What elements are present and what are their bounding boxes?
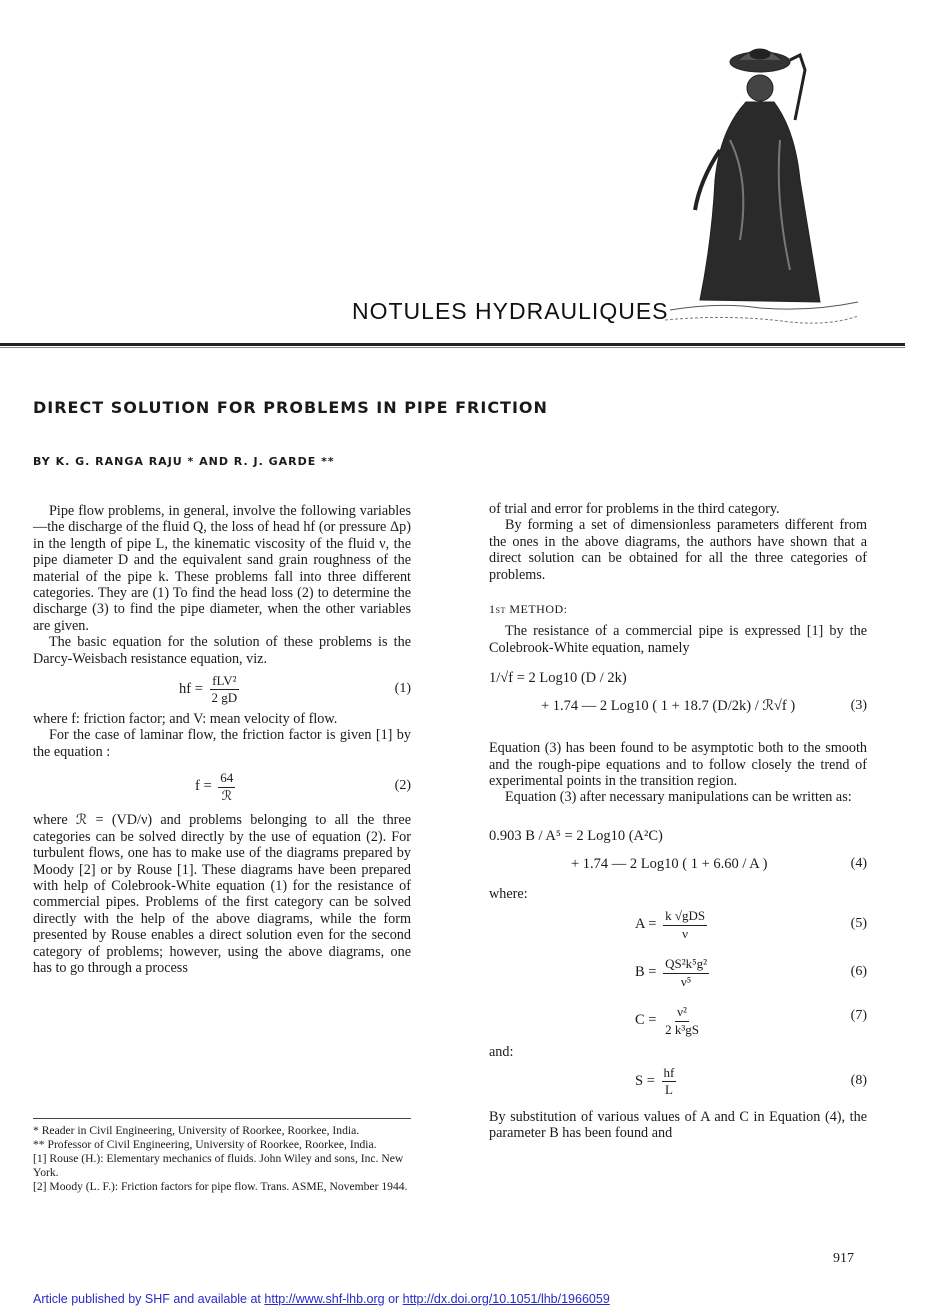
paragraph: By substitution of various values of A and C in Equation (4), the parameter B has been found and [489, 1108, 867, 1142]
paragraph: By forming a set of dimensionless parameters different from the ones in the above diagrams, the authors have shown that a direct solution can be obtained for all the three categories of problems. [489, 517, 867, 583]
eq-denominator: ν [682, 925, 689, 941]
woman-carrying-jar-illustration [660, 40, 860, 330]
footnote: [2] Moody (L. F.): Friction factors for pipe flow. Trans. ASME, November 1944. [33, 1180, 408, 1193]
eq-lhs: B = [635, 964, 657, 981]
footer-middle: or [384, 1292, 403, 1306]
eq-denominator: 2 k³gS [665, 1021, 699, 1037]
page-number: 917 [833, 1251, 854, 1266]
eq-line: 1/√f = 2 Log10 (D / 2k) [489, 670, 627, 687]
footer-prefix: Article published by SHF and available at [33, 1292, 265, 1306]
equation-4 [489, 806, 867, 880]
equation-7 [489, 996, 867, 1044]
equation-number: (7) [850, 1008, 867, 1024]
method-heading: 1st METHOD: [489, 602, 568, 617]
where-label: where: [489, 885, 528, 902]
eq-numerator: ν² [675, 1004, 689, 1021]
eq-numerator: fLV² [210, 673, 238, 690]
eq-denominator: 2 gD [211, 690, 238, 706]
article-title: DIRECT SOLUTION FOR PROBLEMS IN PIPE FRICTION [33, 398, 548, 417]
publication-footer [33, 1292, 610, 1306]
equation-number: (4) [850, 855, 867, 871]
equation-5 [489, 902, 867, 946]
eq-denominator: ℛ [221, 787, 232, 803]
shf-link[interactable]: http://www.shf-lhb.org [264, 1292, 385, 1306]
paragraph: of trial and error for problems in the third category. [489, 501, 780, 517]
eq-fraction [663, 956, 709, 990]
equation-number: (3) [850, 698, 867, 714]
footnote: ** Professor of Civil Engineering, University of Roorkee, Roorkee, India. [33, 1138, 377, 1151]
left-column [33, 503, 411, 976]
eq-numerator: hf [662, 1065, 677, 1082]
header-rule-thin [0, 347, 905, 348]
eq-denominator: ν⁵ [680, 973, 692, 989]
equation-number: (5) [850, 916, 867, 932]
eq-line: + 1.74 — 2 Log10 ( 1 + 6.60 / A ) [571, 855, 768, 872]
footnote: * Reader in Civil Engineering, University of Roorkee, Roorkee, India. [33, 1124, 360, 1137]
equation-number: (8) [850, 1072, 867, 1088]
paragraph: where f: friction factor; and V: mean velocity of flow. [33, 711, 338, 728]
paragraph: For the case of laminar flow, the friction factor is given [1] by the equation : [33, 727, 411, 760]
eq-lhs: S = [635, 1072, 655, 1089]
doi-link[interactable]: http://dx.doi.org/10.1051/lhb/1966059 [402, 1292, 610, 1306]
eq-lhs: C = [635, 1012, 657, 1029]
eq-denominator: L [664, 1082, 673, 1098]
paragraph: The basic equation for the solution of these problems is the Darcy-Weisbach resistance equation, viz. [33, 634, 411, 667]
equation-6 [489, 946, 867, 996]
eq-line: 0.903 B / A⁵ = 2 Log10 (A²C) [489, 827, 663, 844]
paragraph: Pipe flow problems, in general, involve the following variables—the discharge of the fluid Q, the loss of head hf (or pressure Δp) in the length of pipe L, the kinematic viscosity of the fluid ν, the pipe diameter D and the equivalent sand grain roughness of the material of the pipe k. These problems fall into three different categories. They are (1) To find the head loss (2) to determine the discharge (3) to find the pipe diameter, when the other variables are given. [33, 503, 411, 634]
equation-number: (6) [850, 964, 867, 980]
and-label: and: [489, 1044, 514, 1061]
eq-lhs: f = [195, 778, 212, 795]
equation-3 [489, 656, 867, 726]
eq-numerator: k √gDS [663, 908, 707, 925]
article-byline: BY K. G. RANGA RAJU * AND R. J. GARDE ** [33, 455, 335, 468]
paragraph: The resistance of a commercial pipe is expressed [1] by the Colebrook-White equation, namely [489, 623, 867, 656]
eq-fraction [663, 1004, 701, 1038]
paragraph: Equation (3) has been found to be asymptotic both to the smooth and the rough-pipe equations and to follow closely the trend of experimental points in the transition region. [489, 740, 867, 790]
eq-line: + 1.74 — 2 Log10 ( 1 + 18.7 (D/2k) / ℛ√f ) [541, 698, 796, 715]
right-column [489, 501, 867, 1142]
paragraph: Equation (3) after necessary manipulations can be written as: [505, 789, 852, 806]
footnotes [33, 1124, 413, 1194]
equation-2 [33, 760, 411, 812]
eq-numerator: QS²k⁵g² [663, 956, 709, 973]
eq-lhs: A = [635, 916, 657, 933]
eq-numerator: 64 [218, 770, 235, 787]
eq-fraction [662, 1065, 677, 1099]
header-rule [0, 343, 905, 346]
footnote: [1] Rouse (H.): Elementary mechanics of fluids. John Wiley and sons, Inc. New York. [33, 1152, 404, 1179]
equation-1 [33, 667, 411, 711]
footnote-rule [33, 1118, 411, 1119]
equation-number: (1) [394, 681, 411, 697]
section-title: NOTULES HYDRAULIQUES [352, 298, 669, 324]
eq-lhs: hf = [179, 681, 203, 698]
eq-fraction [218, 770, 235, 804]
paragraph: where ℛ = (VD/ν) and problems belonging to all the three categories can be solved directly by the use of equation (2). For turbulent flows, one has to make use of the diagrams prepared by Moody [2] or by Rouse [1]. These diagrams have been prepared with help of Colebrook-White equation (1) for the resistance of commercial pipes. Problems of the first category can be solved directly with the help of the above diagrams, while the form presented by Rouse enables a direct solution even for the second category of problems; however, using the above diagrams, one has to go through a process [33, 812, 411, 976]
eq-fraction [210, 673, 240, 707]
equation-number: (2) [394, 778, 411, 794]
equation-8 [489, 1061, 867, 1109]
eq-fraction [663, 908, 707, 942]
